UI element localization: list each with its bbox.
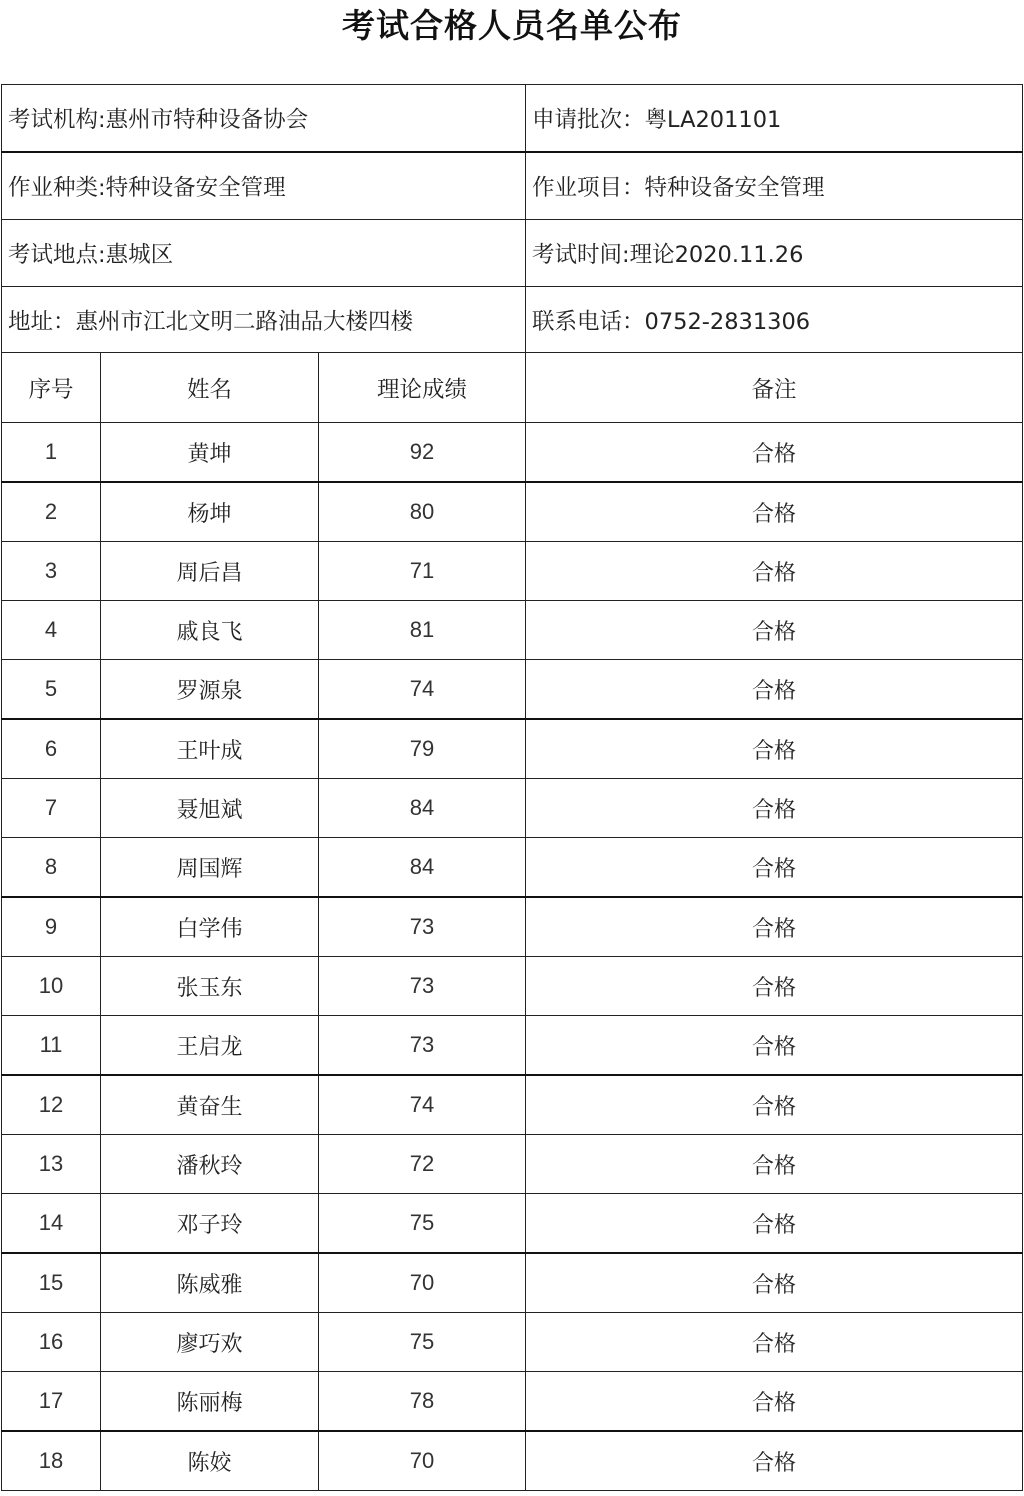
info-row-location: [2, 220, 1023, 287]
row-name-cell: 王启龙: [101, 1016, 319, 1076]
table-row: [2, 1194, 1023, 1254]
page-title: 考试合格人员名单公布: [342, 6, 682, 45]
table-row: [2, 1431, 1023, 1491]
row-name-cell: 潘秋玲: [101, 1135, 319, 1194]
row-remark-cell: 合格: [526, 719, 1023, 779]
column-header-no: 序号: [2, 353, 101, 423]
row-name-cell: 白学伟: [101, 897, 319, 957]
row-name-cell: 戚良飞: [101, 601, 319, 660]
row-remark-cell: 合格: [526, 1313, 1023, 1372]
row-score-cell: 73: [319, 897, 526, 957]
phone-cell: 联系电话：0752-2831306: [526, 287, 1023, 353]
exam-time-cell: 考试时间:理论2020.11.26: [526, 220, 1023, 287]
row-remark-cell: 合格: [526, 1075, 1023, 1135]
row-number-cell: 4: [2, 601, 101, 660]
row-remark-cell: 合格: [526, 838, 1023, 898]
address-cell: 地址：惠州市江北文明二路油品大楼四楼: [2, 287, 526, 353]
row-score-cell: 92: [319, 423, 526, 483]
row-remark-cell: 合格: [526, 897, 1023, 957]
exam-org-cell: 考试机构:惠州市特种设备协会: [2, 85, 526, 153]
table-row: [2, 542, 1023, 601]
row-remark-cell: 合格: [526, 1016, 1023, 1076]
table-body: [2, 85, 1023, 1491]
row-name-cell: 黄奋生: [101, 1075, 319, 1135]
item-cell: 作业项目：特种设备安全管理: [526, 152, 1023, 220]
row-remark-cell: 合格: [526, 423, 1023, 483]
row-name-cell: 杨坤: [101, 482, 319, 542]
info-row-address: [2, 287, 1023, 353]
table-row: [2, 779, 1023, 838]
row-score-cell: 75: [319, 1194, 526, 1254]
row-number-cell: 17: [2, 1372, 101, 1432]
row-name-cell: 黄坤: [101, 423, 319, 483]
row-remark-cell: 合格: [526, 1135, 1023, 1194]
row-number-cell: 8: [2, 838, 101, 898]
table-row: [2, 1372, 1023, 1432]
row-score-cell: 73: [319, 957, 526, 1016]
table-row: [2, 660, 1023, 720]
row-number-cell: 15: [2, 1253, 101, 1313]
location-cell: 考试地点:惠城区: [2, 220, 526, 287]
column-header-name: 姓名: [101, 353, 319, 423]
row-number-cell: 6: [2, 719, 101, 779]
row-score-cell: 70: [319, 1253, 526, 1313]
column-header-row: [2, 353, 1023, 423]
row-name-cell: 廖巧欢: [101, 1313, 319, 1372]
row-remark-cell: 合格: [526, 779, 1023, 838]
row-name-cell: 陈威雅: [101, 1253, 319, 1313]
row-number-cell: 5: [2, 660, 101, 720]
row-remark-cell: 合格: [526, 542, 1023, 601]
row-number-cell: 11: [2, 1016, 101, 1076]
row-number-cell: 18: [2, 1431, 101, 1491]
category-cell: 作业种类:特种设备安全管理: [2, 152, 526, 220]
row-score-cell: 73: [319, 1016, 526, 1076]
row-score-cell: 70: [319, 1431, 526, 1491]
table-row: [2, 601, 1023, 660]
row-score-cell: 74: [319, 660, 526, 720]
row-score-cell: 84: [319, 779, 526, 838]
table-row: [2, 957, 1023, 1016]
row-score-cell: 78: [319, 1372, 526, 1432]
info-row-org: [2, 85, 1023, 153]
row-remark-cell: 合格: [526, 660, 1023, 720]
row-score-cell: 81: [319, 601, 526, 660]
row-number-cell: 13: [2, 1135, 101, 1194]
row-name-cell: 邓子玲: [101, 1194, 319, 1254]
row-score-cell: 84: [319, 838, 526, 898]
table-row: [2, 482, 1023, 542]
table-row: [2, 1135, 1023, 1194]
table-row: [2, 719, 1023, 779]
row-remark-cell: 合格: [526, 1253, 1023, 1313]
row-number-cell: 7: [2, 779, 101, 838]
row-score-cell: 75: [319, 1313, 526, 1372]
row-name-cell: 周后昌: [101, 542, 319, 601]
row-score-cell: 80: [319, 482, 526, 542]
row-number-cell: 14: [2, 1194, 101, 1254]
row-number-cell: 16: [2, 1313, 101, 1372]
row-score-cell: 79: [319, 719, 526, 779]
table-row: [2, 1016, 1023, 1076]
table-row: [2, 423, 1023, 483]
row-name-cell: 张玉东: [101, 957, 319, 1016]
row-remark-cell: 合格: [526, 957, 1023, 1016]
table-row: [2, 1313, 1023, 1372]
info-row-category: [2, 152, 1023, 220]
table-row: [2, 838, 1023, 898]
row-number-cell: 1: [2, 423, 101, 483]
row-remark-cell: 合格: [526, 482, 1023, 542]
column-header-score: 理论成绩: [319, 353, 526, 423]
row-name-cell: 周国辉: [101, 838, 319, 898]
row-score-cell: 74: [319, 1075, 526, 1135]
row-name-cell: 聂旭斌: [101, 779, 319, 838]
column-header-remark: 备注: [526, 353, 1023, 423]
row-remark-cell: 合格: [526, 1194, 1023, 1254]
row-number-cell: 10: [2, 957, 101, 1016]
row-name-cell: 王叶成: [101, 719, 319, 779]
row-number-cell: 2: [2, 482, 101, 542]
batch-cell: 申请批次：粤LA201101: [526, 85, 1023, 153]
row-remark-cell: 合格: [526, 601, 1023, 660]
row-remark-cell: 合格: [526, 1431, 1023, 1491]
results-table: [1, 84, 1023, 1491]
row-remark-cell: 合格: [526, 1372, 1023, 1432]
table-row: [2, 1075, 1023, 1135]
row-number-cell: 12: [2, 1075, 101, 1135]
row-name-cell: 陈丽梅: [101, 1372, 319, 1432]
row-number-cell: 3: [2, 542, 101, 601]
row-score-cell: 71: [319, 542, 526, 601]
row-score-cell: 72: [319, 1135, 526, 1194]
table-row: [2, 897, 1023, 957]
row-name-cell: 罗源泉: [101, 660, 319, 720]
row-name-cell: 陈姣: [101, 1431, 319, 1491]
row-number-cell: 9: [2, 897, 101, 957]
table-row: [2, 1253, 1023, 1313]
